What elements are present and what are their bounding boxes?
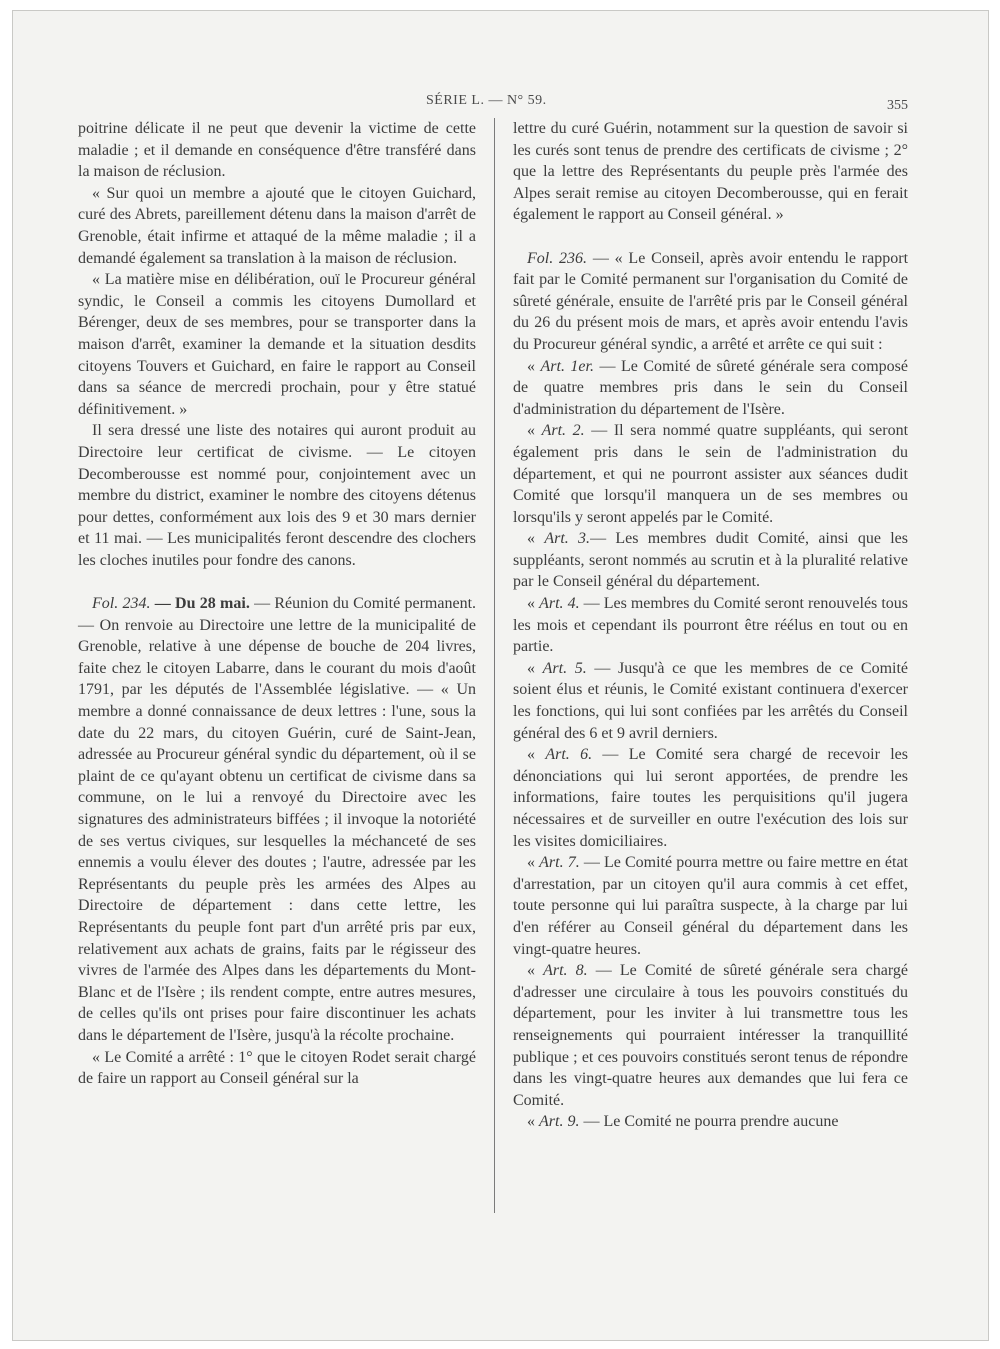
folio-label: Fol. 236. [527, 249, 588, 267]
article-label: Art. 6. [545, 746, 593, 764]
paragraph: lettre du curé Guérin, notamment sur la question de savoir si les curés sont tenus de prendre des certificats de civisme ; 2° que la lettre des Représentants du peuple près l'armée des Alpes serait remise au citoyen Decomberousse, qui en ferait également le rapport au Conseil général. » [513, 120, 908, 224]
article-text: — Le Comité de sûreté générale sera chargé d'adresser une circulaire à tous les pouvoirs constitués du département, pour les inviter à lui transmettre tous les renseignements qui pourraient intéresser la tranquillité publique ; et ces pouvoirs constitués seront tenus de répondre dans les vingt-quatre heures aux demandes que lui fera ce Comité. [513, 962, 909, 1109]
paragraph: Il sera dressé une liste des notaires qui auront produit au Directoire leur certificat de civisme. — Le citoyen Decomberousse est nommé pour, conjointement avec un membre du district, examiner le nombre des citoyens détenus pour dettes, conformément aux lois des 9 et 30 mars dernier et 11 mai. — Les municipalités feront descendre des clochers les cloches inutiles pour fondre des canons. [78, 422, 476, 569]
paragraph: poitrine délicate il ne peut que devenir la victime de cette maladie ; et il demande en conséquence d'être transféré dans la maison de réclusion. [78, 120, 476, 181]
article-label: Art. 1er. [540, 357, 594, 375]
right-column [513, 118, 908, 1133]
entry-date: — Du 28 mai. [154, 595, 250, 613]
article: « Art. 6. — Le Comité sera chargé de recevoir les dénonciations qui lui seront apportées, de prendre les informations, faire toutes les perquisitions qu'il jugera nécessaires et de surveiller en outre l'exécution des lois sur les visites domiciliaires. [513, 746, 908, 850]
left-column [78, 118, 476, 1090]
article-label: Art. 5. [542, 659, 587, 677]
page-number: 355 [887, 98, 908, 113]
article-text: — Les membres du Comité seront renouvelés tous les mois et cependant ils pourront être réélus en tout ou en partie. [513, 595, 909, 656]
folio-entry-234 [78, 593, 476, 1046]
article: « Art. 1er. — Le Comité de sûreté générale sera composé de quatre membres pris dans le sein du Conseil d'administration du département de l'Isère. [513, 357, 909, 418]
article: « Art. 2. — Il sera nommé quatre suppléants, qui seront également pris dans le sein de l'administration du département, et qui ne pourront assister aux séances dudit Comité que lorsqu'il manquera un de ses membres ou lorsqu'ils y seront appelés par le Comité. [513, 422, 909, 526]
column-divider [494, 118, 495, 1213]
folio-entry-236 [513, 248, 908, 356]
article: « Art. 7. — Le Comité pourra mettre ou faire mettre en état d'arrestation, par un citoyen qu'il aura commis à cet effet, toute personne qui lui paraîtra suspecte, à la charge par lui d'en référer au Conseil général du département dans les vingt-quatre heures. [513, 854, 908, 958]
article-label: Art. 7. [539, 854, 580, 872]
article-text: — Le Comité ne pourra prendre aucune [579, 1113, 839, 1131]
header-title: SÉRIE L. — N° 59. [426, 93, 547, 108]
article-text: — Le Comité pourra mettre ou faire mettre en état d'arrestation, par un citoyen qu'il aura commis à cet effet, toute personne qui lui paraîtra suspecte, à la charge par lui d'en référer au Conseil général du département dans les vingt-quatre heures. [513, 854, 908, 958]
article: « Art. 4. — Les membres du Comité seront renouvelés tous les mois et cependant ils pourront être réélus en tout ou en partie. [513, 595, 909, 656]
entry-text: — Réunion du Comité permanent. — On renvoie au Directoire une lettre de la municipalité de Grenoble, relative à une dépense de bouche de 204 livres, faite chez le citoyen Labarre, dans le courant du mois d'août 1791, par les députés de l'Assemblée législative. — « Un membre a donné connaissance de deux lettres : l'une, sous la date du 22 mars, du citoyen Guérin, curé de Saint-Jean, adressée au Procureur général syndic du département, où il se plaint de ce qu'ayant obtenu un certificat de civisme dans sa commune, on le lui a renvoyé du Directoire avec les signatures des administrateurs biffées ; il invoque la notoriété de ses vertus civiques, sur lesquelles la méchanceté de ses ennemis a voulu élever des doutes ; l'autre, adressée par les Représentants du peuple près les armées des Alpes au Directoire de département : dans cette lettre, les Représentants du peuple font part d'un arrêté pris par eux, relativement aux achats de grains, faits par le régisseur des vivres de l'armée des Alpes dans les départements du Mont-Blanc et de l'Isère ; ils rendent compte, entre autres mesures, de celles qu'ils ont prises pour faire discontinuer les achats dans le département de l'Isère, jusqu'à la récolte prochaine. [78, 595, 477, 1044]
article-text: — Jusqu'à ce que les membres de ce Comité soient élus et réunis, le Comité existant continuera d'exercer les fonctions, qui lui sont confiées par les arrêtés du Conseil général des 6 et 9 avril derniers. [513, 659, 909, 742]
article: « Art. 3.— Les membres dudit Comité, ainsi que les suppléants, seront nommés au scrutin et à la pluralité relative par le Conseil général du département. [513, 530, 909, 591]
article-label: Art. 9. [539, 1113, 580, 1131]
paragraph: « Le Comité a arrêté : 1° que le citoyen Rodet serait chargé de faire un rapport au Conseil général sur la [78, 1048, 476, 1088]
article-label: Art. 3. [544, 530, 591, 548]
article: « Art. 9. — Le Comité ne pourra prendre aucune [527, 1113, 839, 1131]
entry-text: — « Le Conseil, après avoir entendu le rapport fait par le Comité permanent sur l'organisation du Comité de sûreté générale, ensuite de l'arrêté pris par le Conseil général du 26 du présent mois de mars, et après avoir entendu l'avis du Procureur général syndic, a arrêté et arrête ce qui suit : [513, 249, 909, 353]
article-label: Art. 4. [539, 595, 580, 613]
article-label: Art. 8. [543, 962, 588, 980]
article: « Art. 5. — Jusqu'à ce que les membres de ce Comité soient élus et réunis, le Comité existant continuera d'exercer les fonctions, qui lui sont confiées par les arrêtés du Conseil général des 6 et 9 avril derniers. [513, 659, 909, 742]
article-label: Art. 2. [541, 422, 585, 440]
article-text: — Le Comité de sûreté générale sera composé de quatre membres pris dans le sein du Conseil d'administration du département de l'Isère. [513, 357, 909, 418]
article-text: — Le Comité sera chargé de recevoir les dénonciations qui lui seront apportées, de prendre les informations, faire toutes les perquisitions qu'il jugera nécessaires et de surveiller en outre l'exécution des lois sur les visites domiciliaires. [513, 746, 908, 850]
article-text: — Les membres dudit Comité, ainsi que les suppléants, seront nommés au scrutin et à la pluralité relative par le Conseil général du département. [513, 530, 909, 591]
article-text: — Il sera nommé quatre suppléants, qui seront également pris dans le sein de l'administration du département, et qui ne pourront assister aux séances dudit Comité que lorsqu'il manquera un de ses membres ou lorsqu'ils y seront appelés par le Comité. [513, 422, 909, 526]
paragraph: « La matière mise en délibération, ouï le Procureur général syndic, le Conseil a commis les citoyens Dumollard et Bérenger, deux de ses membres, pour se transporter dans la maison d'arrêt, examiner la demande et la situation desdits citoyens Touvers et Guichard, en faire le rapport au Conseil dans sa séance de mercredi prochain, pour y être statué définitivement. » [78, 271, 476, 418]
paragraph: « Sur quoi un membre a ajouté que le citoyen Guichard, curé des Abrets, pareillement détenu dans la maison d'arrêt de Grenoble, était infirme et attaqué de la même maladie ; il a demandé également sa translation à la maison de réclusion. [78, 184, 476, 267]
folio-label: Fol. 234. [92, 595, 151, 613]
article: « Art. 8. — Le Comité de sûreté générale sera chargé d'adresser une circulaire à tous les pouvoirs constitués du département, pour les inviter à lui transmettre tous les renseignements qui pourraient intéresser la tranquillité publique ; et ces pouvoirs constitués seront tenus de répondre dans les vingt-quatre heures aux demandes que lui fera ce Comité. [513, 962, 909, 1109]
